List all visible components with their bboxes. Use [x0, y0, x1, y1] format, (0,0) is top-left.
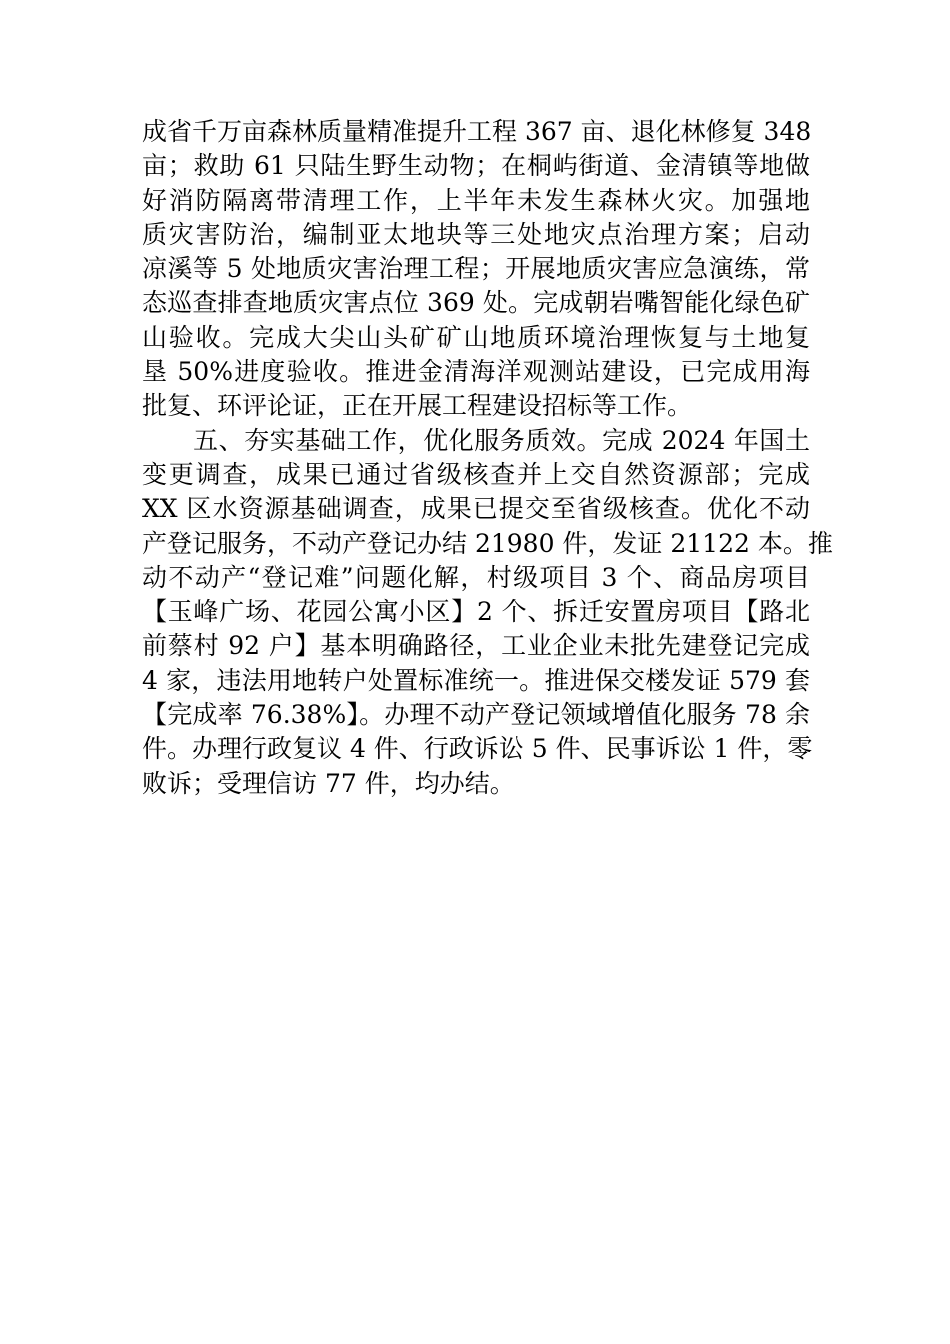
text-line: 质灾害防治，编制亚太地块等三处地灾点治理方案；启动: [142, 219, 810, 249]
section-heading-line: 五、夯实基础工作，优化服务质效。完成 2024 年国土: [142, 425, 810, 455]
text-line: 好消防隔离带清理工作，上半年未发生森林火灾。加强地: [142, 185, 810, 215]
text-line: 【玉峰广场、花园公寓小区】2 个、拆迁安置房项目【路北: [142, 597, 810, 627]
text-line: 动不动产“登记难”问题化解，村级项目 3 个、商品房项目: [142, 562, 810, 592]
text-line: 凉溪等 5 处地质灾害治理工程；开展地质灾害应急演练，常: [142, 254, 810, 284]
text-line: 4 家，违法用地转户处置标准统一。推进保交楼发证 579 套: [142, 665, 810, 695]
text-line: 前蔡村 92 户】基本明确路径，工业企业未批先建登记完成: [142, 631, 810, 661]
text-line: 件。办理行政复议 4 件、行政诉讼 5 件、民事诉讼 1 件，零: [142, 734, 813, 764]
text-line: 产登记服务，不动产登记办结 21980 件，发证 21122 本。推: [142, 528, 833, 558]
document-body-text: [142, 115, 833, 801]
text-line: 态巡查排查地质灾害点位 369 处。完成朝岩嘴智能化绿色矿: [142, 288, 810, 318]
text-line: 【完成率 76.38%】。办理不动产登记领域增值化服务 78 余: [142, 700, 810, 730]
text-line: 垦 50%进度验收。推进金清海洋观测站建设，已完成用海: [142, 357, 810, 387]
text-line: 山验收。完成大尖山头矿矿山地质环境治理恢复与土地复: [142, 322, 810, 352]
text-line: 成省千万亩森林质量精准提升工程 367 亩、退化林修复 348: [142, 117, 812, 146]
text-line: 亩；救助 61 只陆生野生动物；在桐屿街道、金清镇等地做: [142, 151, 810, 181]
paragraph-end-line: 败诉；受理信访 77 件，均办结。: [142, 768, 515, 798]
text-line: 变更调查，成果已通过省级核查并上交自然资源部；完成: [142, 459, 810, 489]
text-line: XX 区水资源基础调查，成果已提交至省级核查。优化不动: [142, 494, 810, 524]
paragraph-end-line: 批复、环评论证，正在开展工程建设招标等工作。: [142, 391, 693, 421]
